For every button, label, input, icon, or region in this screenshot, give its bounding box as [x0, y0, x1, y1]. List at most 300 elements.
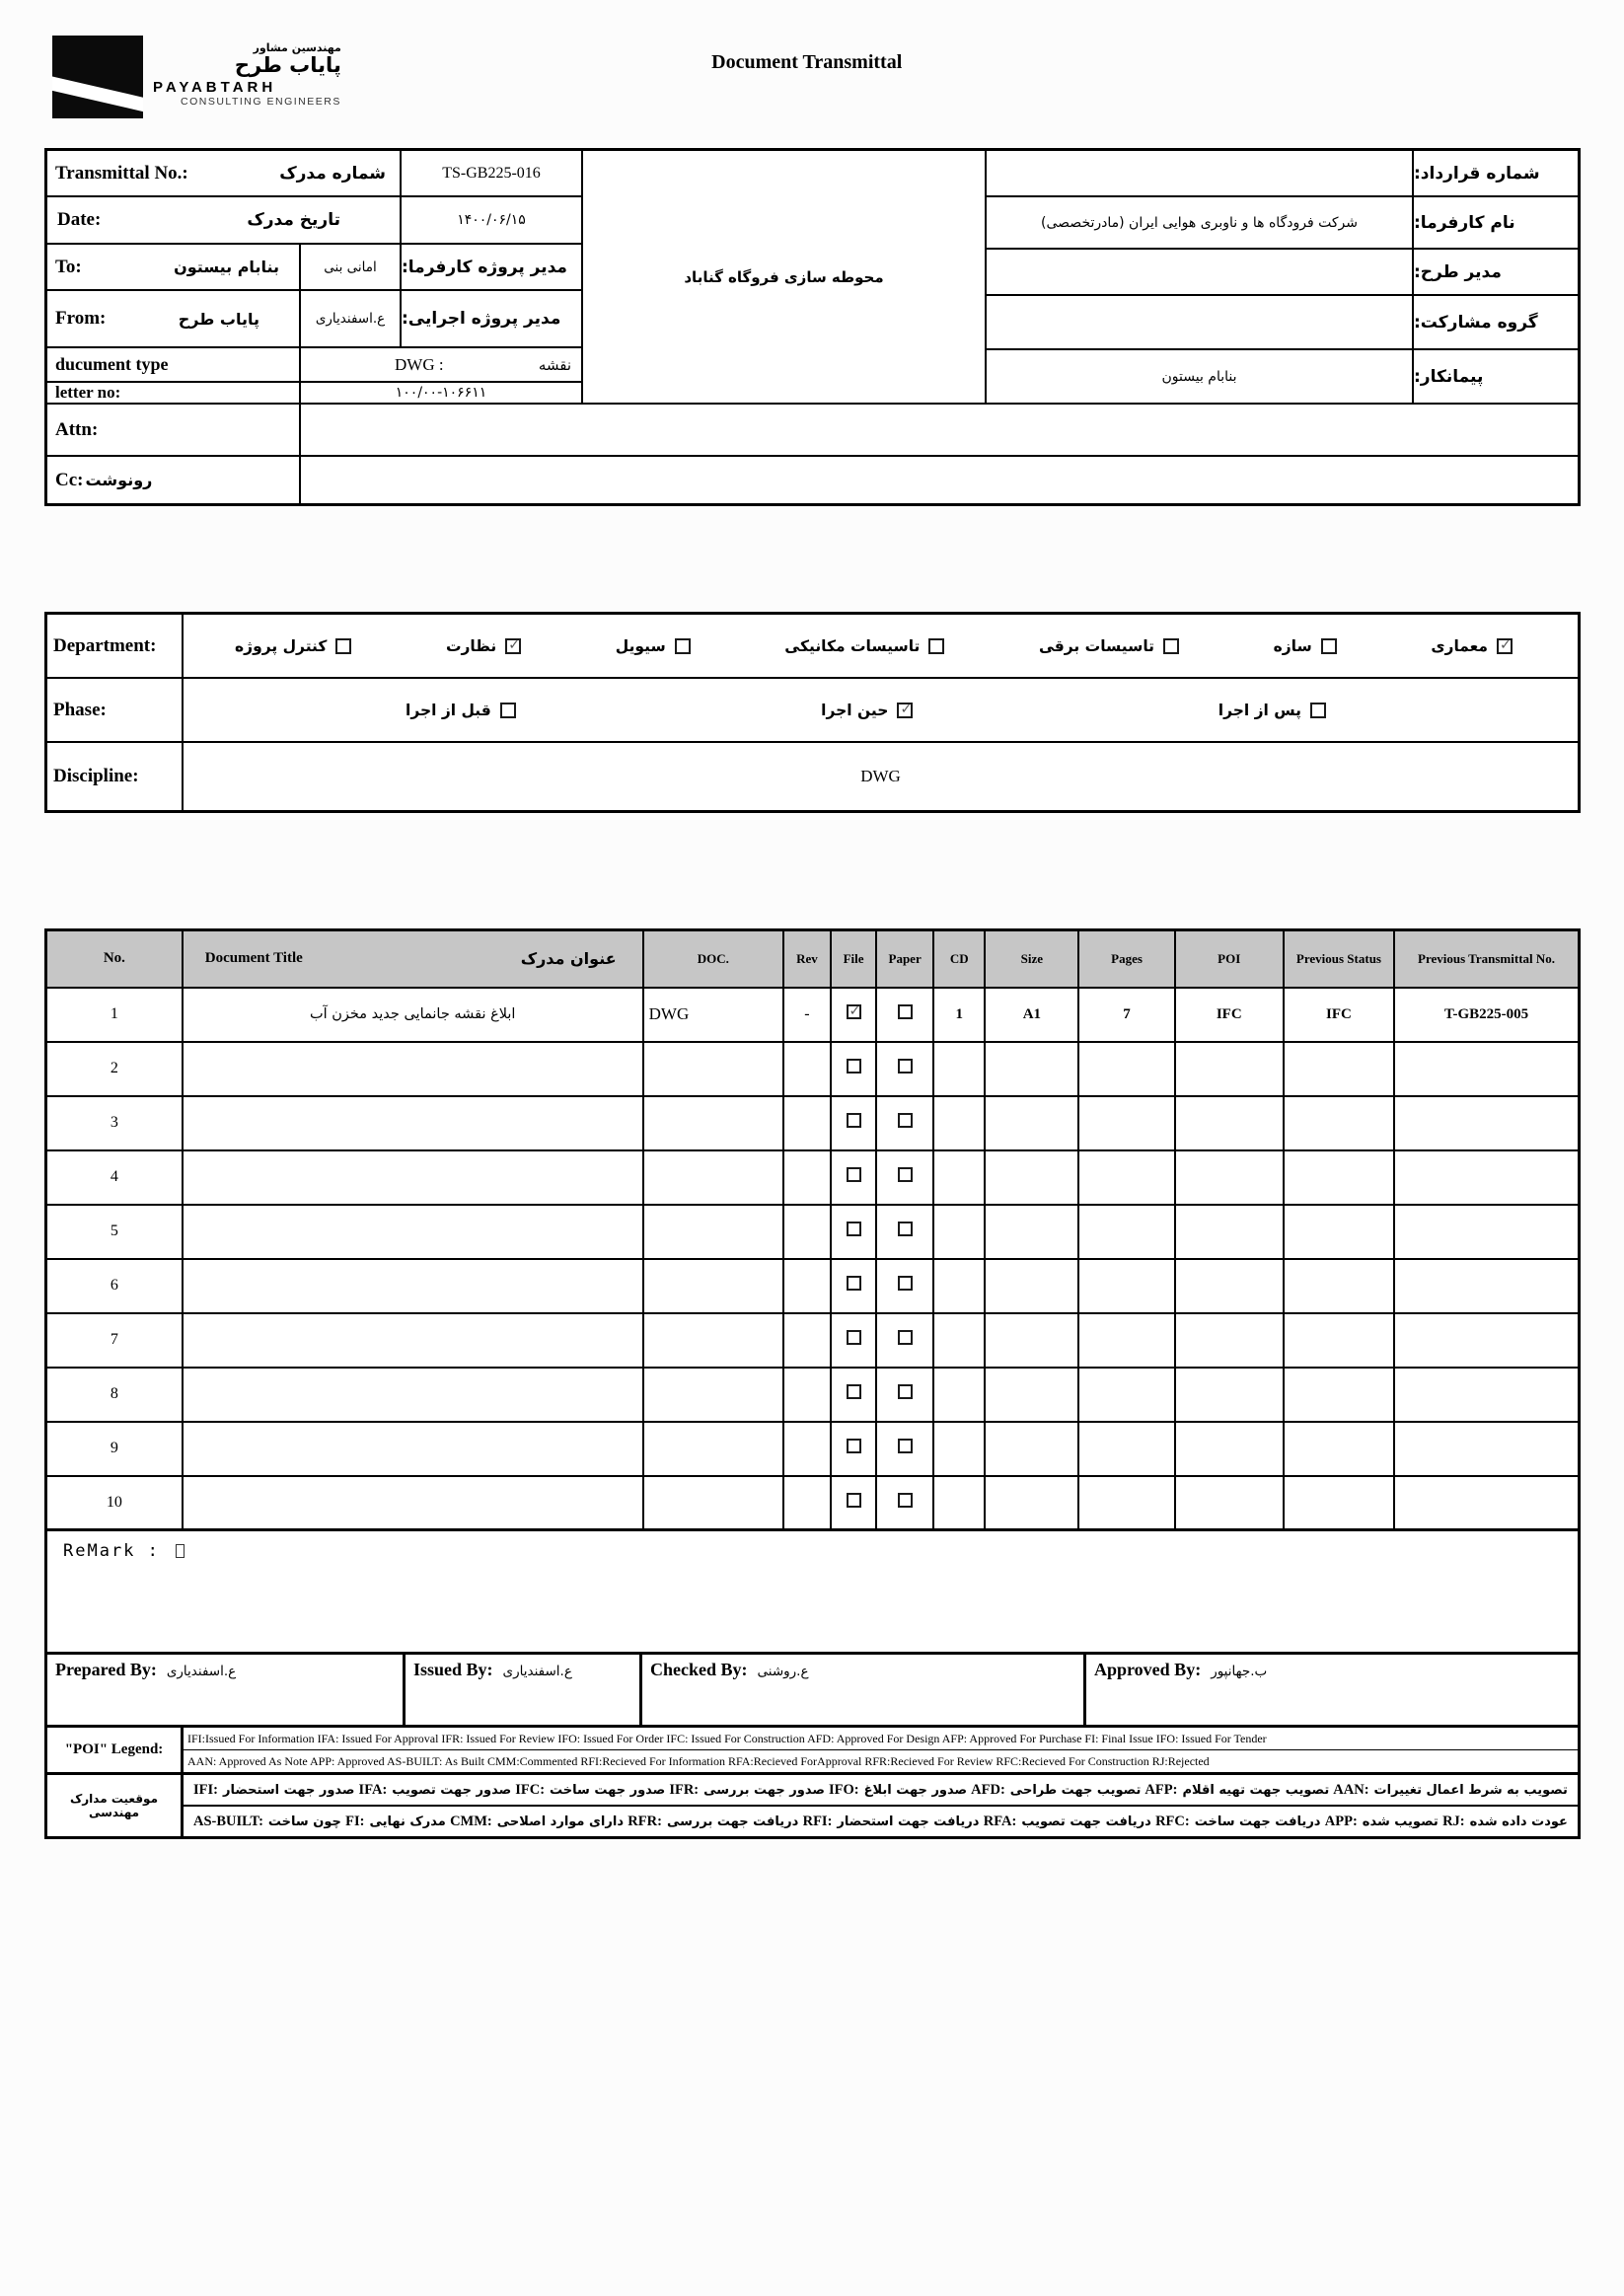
doc-row-no: 10 [46, 1476, 183, 1530]
doc-row-cd: 1 [933, 988, 985, 1042]
doc-row-pages [1078, 1150, 1174, 1205]
document-type-en: DWG : [395, 354, 444, 374]
doc-table-row [46, 1313, 1580, 1368]
doc-row-prev-status [1284, 1042, 1394, 1096]
doc-row-pages [1078, 1205, 1174, 1259]
fa-legend-code: AFP: [1144, 1781, 1178, 1798]
department-option-label: سازه [1273, 636, 1312, 655]
fa-legend-code: AAN: [1333, 1781, 1369, 1798]
fa-legend-item [515, 1782, 665, 1799]
from-value: پایاب طرح [178, 309, 259, 329]
header-table [44, 148, 1581, 506]
signature-cell [1086, 1655, 1578, 1725]
col-rev: Rev [783, 930, 831, 988]
col-no: No. [46, 930, 183, 988]
logo-swoosh-icon [52, 74, 143, 117]
doc-row-doc-type [643, 1313, 783, 1368]
doc-row-prev-transmittal [1394, 1096, 1579, 1150]
from-row [47, 291, 301, 348]
fa-legend-text: صدور جهت ابلاغ [863, 1782, 968, 1798]
doc-row-file-cell [831, 1259, 876, 1313]
classification-table [44, 612, 1581, 813]
doc-row-poi [1175, 1259, 1284, 1313]
documents-table [44, 928, 1581, 1531]
col-file: File [831, 930, 876, 988]
page-title: Document Transmittal [711, 51, 903, 73]
doc-row-cd [933, 1205, 985, 1259]
doc-row-size [985, 1042, 1078, 1096]
doc-row-no: 8 [46, 1368, 183, 1422]
doc-row-prev-transmittal: T-GB225-005 [1394, 988, 1579, 1042]
signature-cell [642, 1655, 1086, 1725]
doc-table-row [46, 1422, 1580, 1476]
doc-row-prev-status [1284, 1422, 1394, 1476]
discipline-value-cell [184, 743, 1578, 810]
doc-table-row [46, 1205, 1580, 1259]
fa-legend-item [627, 1814, 798, 1830]
phase-checkbox-2[interactable] [500, 703, 516, 718]
doc-row-prev-transmittal [1394, 1368, 1579, 1422]
fa-legend-label: موقعیت مدارک مهندسی [47, 1775, 184, 1836]
doc-row-size [985, 1096, 1078, 1150]
doc-row-poi [1175, 1096, 1284, 1150]
file-checkbox-8[interactable] [847, 1439, 861, 1453]
department-item [446, 637, 521, 655]
doc-row-prev-status [1284, 1150, 1394, 1205]
paper-checkbox-9[interactable] [898, 1493, 913, 1508]
doc-row-cd [933, 1313, 985, 1368]
doc-table-row [46, 988, 1580, 1042]
doc-row-doc-type [643, 1042, 783, 1096]
doc-row-prev-transmittal [1394, 1476, 1579, 1530]
doc-row-paper-cell [876, 1150, 933, 1205]
doc-row-paper-cell [876, 1096, 933, 1150]
file-checkbox-9[interactable] [847, 1493, 861, 1508]
file-checkbox-6[interactable] [847, 1330, 861, 1345]
fa-legend-code: AS-BUILT: [193, 1813, 263, 1829]
doc-row-paper-cell [876, 1042, 933, 1096]
doc-row-no: 9 [46, 1422, 183, 1476]
fa-legend-code: RJ: [1442, 1813, 1465, 1829]
header-right-section [987, 151, 1578, 405]
signature-name: ع.روشنی [757, 1664, 809, 1679]
doc-row-file-cell [831, 1368, 876, 1422]
department-option-label: تاسیسات برقی [1038, 636, 1155, 655]
doc-row-prev-transmittal [1394, 1313, 1579, 1368]
header-right-label: شماره قرارداد: [1414, 151, 1578, 197]
fa-legend-code: IFI: [193, 1781, 218, 1798]
from-contact-name: ع.اسفندیاری [301, 291, 402, 348]
doc-row-rev [783, 1042, 831, 1096]
doc-row-prev-transmittal [1394, 1150, 1579, 1205]
doc-row-doc-type [643, 1096, 783, 1150]
department-option-label: تاسیسات مکانیکی [784, 636, 921, 655]
header-right-value [987, 250, 1414, 296]
fa-legend-code: IFR: [669, 1781, 700, 1798]
fa-legend-item [450, 1814, 624, 1830]
doc-row-file-cell [831, 1205, 876, 1259]
fa-legend-row2 [184, 1807, 1578, 1836]
fa-legend-item [1442, 1814, 1568, 1830]
fa-legend-text: دریافت جهت ساخت [1194, 1814, 1321, 1829]
doc-row-rev [783, 1313, 831, 1368]
file-checkbox-4[interactable] [847, 1222, 861, 1236]
signatures-row [44, 1652, 1581, 1728]
doc-row-size [985, 1368, 1078, 1422]
file-checkbox-2[interactable] [847, 1113, 861, 1128]
doc-row-title [183, 1422, 643, 1476]
header-right-rows [987, 151, 1578, 403]
doc-row-rev [783, 1259, 831, 1313]
fa-legend-item [803, 1814, 980, 1830]
fa-legend-text: چون ساخت [267, 1814, 341, 1829]
paper-checkbox-6[interactable] [898, 1330, 913, 1345]
logo-mark-icon [52, 36, 143, 118]
paper-checkbox-5[interactable] [898, 1276, 913, 1291]
from-label: From: [55, 308, 107, 329]
department-item [784, 637, 944, 655]
remark-label: ReMark : [63, 1541, 160, 1561]
top-area [44, 28, 1581, 148]
department-option-label: کنترل پروژه [235, 636, 328, 655]
paper-checkbox-7[interactable] [898, 1384, 913, 1399]
doc-row-paper-cell [876, 1368, 933, 1422]
document-type-fa: نقشه [538, 355, 571, 374]
department-label: Department: [47, 615, 184, 679]
fa-legend-text: دارای موارد اصلاحی [496, 1814, 624, 1829]
doc-row-title [183, 1205, 643, 1259]
doc-row-no: 7 [46, 1313, 183, 1368]
doc-row-prev-status [1284, 1096, 1394, 1150]
to-value: بنابام بیستون [174, 258, 279, 276]
fa-legend-code: RFR: [627, 1813, 662, 1829]
logo-fa-name: پایاب طرح [234, 53, 341, 77]
fa-legend-item [1155, 1814, 1320, 1830]
doc-row-no: 5 [46, 1205, 183, 1259]
doc-row-title: ابلاغ نقشه جانمایی جدید مخزن آب [183, 988, 643, 1042]
fa-legend-text: صدور جهت استحضار [222, 1782, 355, 1798]
col-pages: Pages [1078, 930, 1174, 988]
fa-legend-text: دریافت جهت استحضار [837, 1814, 980, 1829]
fa-legend-code: AFD: [971, 1781, 1005, 1798]
department-option-label: سیویل [615, 636, 666, 655]
poi-legend-lines [184, 1728, 1578, 1772]
paper-checkbox-0[interactable] [898, 1004, 913, 1019]
col-doc: DOC. [643, 930, 783, 988]
paper-checkbox-3[interactable] [898, 1167, 913, 1182]
doc-row-cd [933, 1150, 985, 1205]
document-type-label: ducument type [47, 348, 301, 383]
fa-legend-code: IFC: [515, 1781, 546, 1798]
doc-row-rev [783, 1476, 831, 1530]
department-checkbox-4[interactable] [675, 638, 691, 654]
fa-legend-text: دریافت جهت تصویب [1021, 1814, 1151, 1829]
doc-table-row [46, 1096, 1580, 1150]
doc-row-poi [1175, 1313, 1284, 1368]
signature-name: ع.اسفندیاری [502, 1664, 572, 1679]
fa-legend-code: IFO: [828, 1781, 859, 1798]
doc-row-no: 6 [46, 1259, 183, 1313]
logo-fa-tagline: مهندسین مشاور [253, 41, 341, 54]
doc-row-prev-status [1284, 1368, 1394, 1422]
doc-row-pages: 7 [1078, 988, 1174, 1042]
doc-row-size: A1 [985, 988, 1078, 1042]
doc-row-title [183, 1150, 643, 1205]
file-checkbox-3[interactable] [847, 1167, 861, 1182]
doc-table-row [46, 1476, 1580, 1530]
doc-row-paper-cell [876, 1422, 933, 1476]
fa-legend-code: RFC: [1155, 1813, 1190, 1829]
department-checkbox-1[interactable] [1321, 638, 1337, 654]
doc-row-rev [783, 1368, 831, 1422]
document-type-value [301, 348, 583, 383]
doc-row-poi [1175, 1150, 1284, 1205]
doc-table-row [46, 1150, 1580, 1205]
doc-row-cd [933, 1368, 985, 1422]
signature-cell [406, 1655, 642, 1725]
fa-legend-item [193, 1814, 341, 1830]
doc-row-title [183, 1313, 643, 1368]
paper-checkbox-2[interactable] [898, 1113, 913, 1128]
department-checkbox-5[interactable] [505, 638, 521, 654]
transmittal-no-label: Transmittal No.: شماره مدرک [47, 151, 402, 197]
letter-no-label: letter no: [47, 383, 301, 405]
department-item [616, 637, 691, 655]
doc-row-cd [933, 1476, 985, 1530]
fa-legend-text: مدرک نهایی [369, 1814, 446, 1829]
poi-legend-line2: AAN: Approved As Note APP: Approved AS-BUILT: As Built CMM:Commented RFI:Recieved For Information RFA:Recieved ForApproval RFR:Recieved For Review RFC:Recieved For Construction RJ:Rejected [187, 1753, 1210, 1768]
phase-options [184, 679, 1578, 743]
department-checkbox-3[interactable] [928, 638, 944, 654]
header-right-value [987, 151, 1414, 197]
doc-row-rev [783, 1422, 831, 1476]
doc-row-pages [1078, 1313, 1174, 1368]
doc-table-row [46, 1042, 1580, 1096]
fa-legend-item [193, 1782, 354, 1799]
header-right-label: گروه مشارکت: [1414, 296, 1578, 350]
poi-legend-line1: IFI:Issued For Information IFA: Issued For Approval IFR: Issued For Review IFO: Issued For Order IFC: Issued For Construction AFD: Approved For Design AFP: Approved For Purchase FI: Final Issue IFO: Issued For Tender [184, 1728, 1578, 1750]
phase-option-label: قبل از اجرا [406, 701, 491, 719]
discipline-label: Discipline: [47, 743, 184, 810]
doc-row-doc-type [643, 1205, 783, 1259]
file-checkbox-5[interactable] [847, 1276, 861, 1291]
file-checkbox-0[interactable] [847, 1004, 861, 1019]
phase-item [406, 702, 516, 719]
doc-row-doc-type [643, 1476, 783, 1530]
col-paper: Paper [876, 930, 933, 988]
doc-table-row [46, 1259, 1580, 1313]
fa-legend-item [359, 1782, 512, 1799]
fa-legend-code: RFI: [802, 1813, 833, 1829]
doc-row-paper-cell [876, 988, 933, 1042]
signature-name: ب.جهانپور [1211, 1664, 1268, 1679]
col-title: Document Title عنوان مدرک [183, 930, 643, 988]
department-checkbox-2[interactable] [1163, 638, 1179, 654]
doc-row-pages [1078, 1096, 1174, 1150]
signature-cell [47, 1655, 406, 1725]
logo-en-name: PAYABTARH [153, 79, 277, 97]
fa-legend-item [345, 1814, 446, 1830]
doc-row-rev [783, 1205, 831, 1259]
doc-row-prev-status [1284, 1313, 1394, 1368]
date-label: Date: تاریخ مدرک [47, 197, 402, 245]
fa-legend-text: عودت داده شده [1469, 1814, 1568, 1829]
doc-row-title [183, 1259, 643, 1313]
signature-label: Approved By: [1094, 1660, 1202, 1679]
department-checkbox-0[interactable] [1497, 638, 1513, 654]
phase-checkbox-1[interactable] [897, 703, 913, 718]
doc-row-size [985, 1476, 1078, 1530]
doc-row-file-cell [831, 1313, 876, 1368]
discipline-value: DWG [860, 767, 901, 785]
header-right-label: پیمانکار: [1414, 366, 1484, 387]
doc-row-cd [933, 1422, 985, 1476]
fa-legend-item [669, 1782, 825, 1799]
department-item [1039, 637, 1179, 655]
department-options [184, 615, 1578, 679]
fa-legend-code: CMM: [450, 1813, 492, 1829]
doc-row-rev [783, 1150, 831, 1205]
doc-row-paper-cell [876, 1313, 933, 1368]
project-name: محوطه سازی فروگاه گناباد [583, 151, 987, 405]
doc-row-doc-type [643, 1368, 783, 1422]
phase-label: Phase: [47, 679, 184, 743]
doc-row-prev-transmittal [1394, 1205, 1579, 1259]
attn-value[interactable] [301, 405, 1578, 457]
to-label: To: [55, 256, 82, 277]
letter-no-value: ۱۰۰/۰۰-۱۰۶۶۱۱ [301, 383, 583, 405]
doc-row-no: 2 [46, 1042, 183, 1096]
doc-row-doc-type [643, 1422, 783, 1476]
department-item [1431, 637, 1513, 655]
to-contact-name: امانی بنی [301, 245, 402, 291]
doc-row-doc-type: DWG [643, 988, 783, 1042]
doc-row-title [183, 1476, 643, 1530]
exec-pm-label: مدیر پروژه اجرایی: [402, 291, 583, 348]
paper-checkbox-1[interactable] [898, 1059, 913, 1074]
file-checkbox-1[interactable] [847, 1059, 861, 1074]
logo-text [153, 41, 341, 108]
doc-row-poi [1175, 1368, 1284, 1422]
fa-legend-item [971, 1782, 1141, 1799]
doc-row-no: 1 [46, 988, 183, 1042]
fa-legend-text: تصویب به شرط اعمال تغییرات [1373, 1782, 1568, 1798]
fa-legend-item [1325, 1814, 1439, 1830]
file-checkbox-7[interactable] [847, 1384, 861, 1399]
doc-row-poi [1175, 1042, 1284, 1096]
date-value: ۱۴۰۰/۰۶/۱۵ [402, 197, 583, 245]
transmittal-sheet [44, 0, 1581, 1839]
doc-row-pages [1078, 1368, 1174, 1422]
doc-row-prev-status [1284, 1205, 1394, 1259]
fa-legend-item [829, 1782, 967, 1799]
department-checkbox-6[interactable] [335, 638, 351, 654]
doc-row-prev-transmittal [1394, 1422, 1579, 1476]
fa-legend-item [1333, 1782, 1568, 1799]
doc-row-prev-transmittal [1394, 1259, 1579, 1313]
doc-row-prev-status [1284, 1259, 1394, 1313]
cc-value[interactable] [301, 457, 1578, 503]
doc-row-paper-cell [876, 1259, 933, 1313]
fa-legend-text: دریافت جهت بررسی [666, 1814, 799, 1829]
cc-label: Cc: رونوشت [47, 457, 301, 503]
doc-row-file-cell [831, 1096, 876, 1150]
col-size: Size [985, 930, 1078, 988]
header-right-label: نام کارفرما: [1414, 197, 1578, 250]
doc-row-prev-status: IFC [1284, 988, 1394, 1042]
remark-section[interactable] [44, 1528, 1581, 1655]
doc-row-rev: - [783, 988, 831, 1042]
signature-name: ع.اسفندیاری [166, 1664, 237, 1679]
phase-item [1218, 702, 1326, 719]
signature-label: Checked By: [650, 1660, 748, 1679]
doc-row-title [183, 1368, 643, 1422]
paper-checkbox-8[interactable] [898, 1439, 913, 1453]
doc-row-cd [933, 1259, 985, 1313]
fa-legend-lines [184, 1775, 1578, 1836]
doc-row-no: 3 [46, 1096, 183, 1150]
doc-row-title [183, 1042, 643, 1096]
department-option-label: معماری [1431, 636, 1488, 655]
doc-row-size [985, 1205, 1078, 1259]
doc-row-pages [1078, 1422, 1174, 1476]
doc-row-paper-cell [876, 1476, 933, 1530]
doc-row-poi: IFC [1175, 988, 1284, 1042]
doc-row-doc-type [643, 1150, 783, 1205]
header-right-value [987, 296, 1414, 350]
phase-checkbox-0[interactable] [1310, 703, 1326, 718]
department-item [1274, 637, 1337, 655]
documents-table-header-row [46, 930, 1580, 988]
doc-row-pages [1078, 1042, 1174, 1096]
to-row [47, 245, 301, 291]
fa-legend-item [984, 1814, 1151, 1830]
col-prev-status: Previous Status [1284, 930, 1394, 988]
doc-row-size [985, 1313, 1078, 1368]
fa-legend-item [1144, 1782, 1329, 1799]
fa-legend-text: تصویب جهت تهیه اقلام [1182, 1782, 1330, 1798]
col-poi: POI [1175, 930, 1284, 988]
paper-checkbox-4[interactable] [898, 1222, 913, 1236]
doc-row-file-cell [831, 1042, 876, 1096]
client-pm-label: مدیر پروژه کارفرما: [402, 245, 583, 291]
attn-label: Attn: [47, 405, 301, 457]
department-option-label: نظارت [445, 636, 497, 655]
doc-row-file-cell [831, 988, 876, 1042]
fa-legend-text: صدور جهت ساخت [550, 1782, 666, 1798]
header-right-value: شرکت فرودگاه ها و ناوبری هوایی ایران (مادرتخصصی) [987, 197, 1414, 250]
fa-legend-row1 [184, 1775, 1578, 1807]
doc-row-poi [1175, 1422, 1284, 1476]
doc-row-poi [1175, 1205, 1284, 1259]
doc-row-cd [933, 1096, 985, 1150]
doc-row-paper-cell [876, 1205, 933, 1259]
doc-row-file-cell [831, 1476, 876, 1530]
doc-row-prev-status [1284, 1476, 1394, 1530]
poi-legend [44, 1725, 1581, 1775]
doc-table-row [46, 1368, 1580, 1422]
doc-row-size [985, 1259, 1078, 1313]
doc-row-cd [933, 1042, 985, 1096]
fa-legend [44, 1772, 1581, 1839]
doc-row-size [985, 1150, 1078, 1205]
fa-legend-code: APP: [1324, 1813, 1358, 1829]
poi-legend-label: "POI" Legend: [47, 1728, 184, 1772]
doc-row-poi [1175, 1476, 1284, 1530]
header-right-label: مدیر طرح: [1414, 250, 1578, 296]
phase-option-label: پس از اجرا [1218, 701, 1301, 719]
doc-row-file-cell [831, 1422, 876, 1476]
